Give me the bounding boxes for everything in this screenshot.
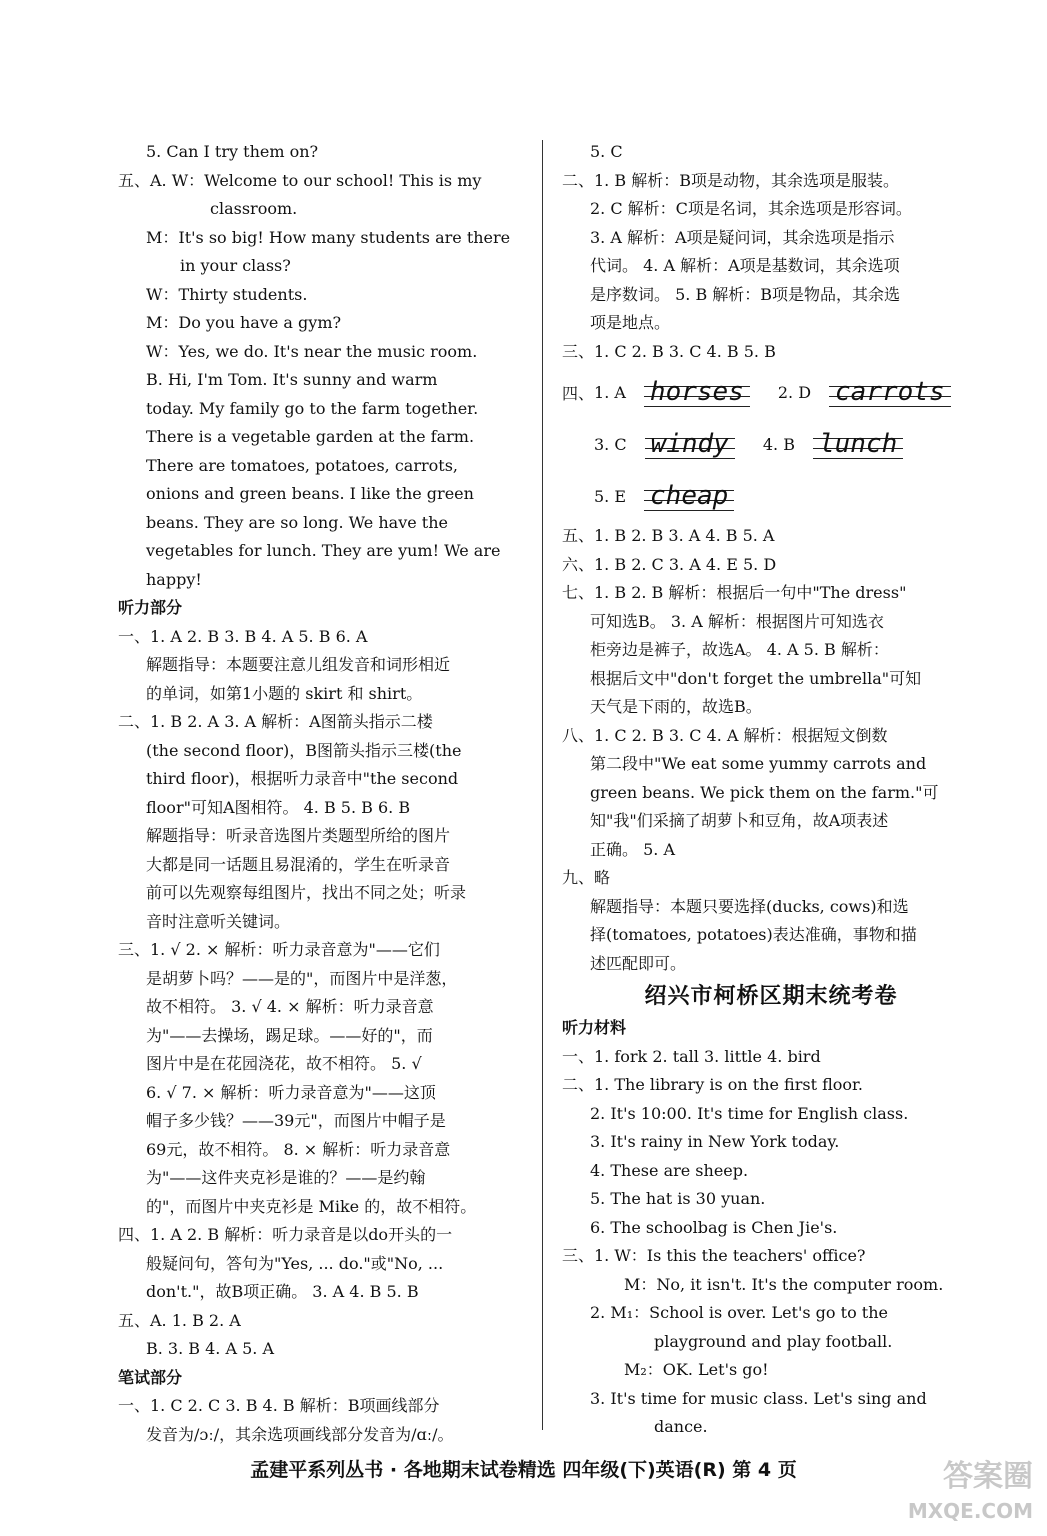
left-line: 为"——去操场，踢足球。——好的"，而 [146, 1025, 433, 1045]
left-line: 一、1. C 2. C 3. B 4. B 解析：B项画线部分 [118, 1396, 440, 1415]
right_bottom-line: 二、1. The library is on the first floor. [562, 1075, 864, 1094]
left-line: 是胡萝卜吗？——是的"，而图片中是洋葱， [146, 968, 458, 988]
left-line: 五、A. 1. B 2. A [118, 1310, 241, 1330]
left-line: 三、1. √ 2. × 解析：听力录音意为"——它们 [118, 940, 440, 959]
handwriting-row [562, 470, 980, 522]
right_mid-line: 述匹配即可。 [590, 953, 687, 973]
left-line: 音时注意听关键词。 [146, 911, 291, 931]
right_mid-line: green beans. We pick them on the farm."可 [590, 782, 939, 802]
right_bottom-line: 2. It's 10:00. It's time for English class. [590, 1103, 909, 1123]
answer-number: 4. B [762, 434, 795, 454]
left-line: in your class? [180, 256, 291, 275]
right_mid-line: 五、1. B 2. B 3. A 4. B 5. A [562, 526, 775, 545]
right_top-line: 项是地点。 [590, 313, 671, 332]
answer-number: 2. D [777, 382, 812, 402]
left-line: happy! [146, 569, 202, 589]
handwritten-word: windy [645, 429, 735, 459]
watermark-sub: MXQE.COM [907, 1499, 1033, 1523]
left-line: onions and green beans. I like the green [146, 484, 474, 503]
right_bottom-line: 3. It's rainy in New York today. [590, 1132, 840, 1151]
right_bottom-line: M₂：OK. Let's go! [624, 1360, 769, 1379]
right_bottom-line: 6. The schoolbag is Chen Jie's. [590, 1217, 838, 1237]
right_mid-line: 正确。 5. A [590, 839, 675, 859]
right_top-line: 代词。 4. A 解析：A项是基数词，其余选项 [590, 256, 900, 275]
right_bottom-line: 3. It's time for music class. Let's sing and [590, 1388, 927, 1408]
left-line: 大都是同一话题且易混淆的，学生在听录音 [146, 854, 451, 874]
handwritten-word: carrots [829, 377, 951, 407]
right-mid-answers [562, 522, 980, 978]
left-line: 笔试部分 [118, 1367, 183, 1387]
right_bottom-line: M：No, it isn't. It's the computer room. [624, 1274, 944, 1294]
answer-number: 5. E [594, 486, 627, 506]
handwritten-word: horses [644, 377, 750, 407]
left-line: W：Yes, we do. It's near the music room. [146, 341, 478, 361]
left-line: M：Do you have a gym? [146, 313, 342, 332]
left-line: 听力部分 [118, 598, 183, 617]
right_mid-line: 择(tomatoes, potatoes)表达准确，事物和描 [590, 925, 917, 944]
left-line: beans. They are so long. We have the [146, 512, 448, 532]
left-line: 解题指导：本题要注意儿组发音和词形相近 [146, 655, 451, 674]
left-line: W：Thirty students. [146, 284, 308, 304]
right_top-line: 5. C [590, 142, 623, 161]
right_bottom-line: 三、1. W：Is this the teachers' office? [562, 1246, 866, 1265]
left-line: 6. √ 7. × 解析：听力录音意为"——这顶 [146, 1082, 436, 1102]
right_mid-line: 解题指导：本题只要选择(ducks, cows)和选 [590, 896, 909, 916]
right_mid-line: 第二段中"We eat some yummy carrots and [590, 754, 927, 773]
answer-number: 3. C [594, 434, 627, 454]
right_mid-line: 天气是下雨的，故选B。 [590, 697, 762, 716]
right_top-line: 3. A 解析：A项是疑问词，其余选项是指示 [590, 227, 895, 247]
left-column [118, 138, 528, 1449]
listening-material [562, 1014, 980, 1442]
left-line: 解题指导：听录音选图片类题型所给的图片 [146, 826, 451, 845]
left-line: There is a vegetable garden at the farm. [146, 427, 475, 446]
section-title: 绍兴市柯桥区期末统考卷 [644, 983, 898, 1009]
left-line: 四、1. A 2. B 解析：听力录音是以do开头的一 [118, 1225, 453, 1244]
left-line: 五、A. W：Welcome to our school! This is my [118, 170, 482, 190]
right_top-line: 是序数词。 5. B 解析：B项是物品，其余选 [590, 284, 901, 304]
left-line: B. 3. B 4. A 5. A [146, 1339, 275, 1358]
right_bottom-line: playground and play football. [654, 1331, 893, 1351]
right_bottom-line: 4. These are sheep. [590, 1160, 749, 1180]
left-line: don't."，故B项正确。 3. A 4. B 5. B [146, 1282, 419, 1301]
left-line: third floor)，根据听力录音中"the second [146, 769, 459, 788]
right_bottom-line: dance. [654, 1417, 708, 1436]
left-line: M：It's so big! How many students are there [146, 227, 511, 247]
left-line: 为"——这件夹克衫是谁的？——是约翰 [146, 1168, 426, 1187]
watermark-main: 答案圈 [943, 1459, 1033, 1494]
left-line: 前可以先观察每组图片，找出不同之处；听录 [146, 883, 467, 902]
right_bottom-line: 5. The hat is 30 yuan. [590, 1189, 766, 1208]
left-line: 发音为/ɔː/，其余选项画线部分发音为/ɑː/。 [146, 1424, 454, 1444]
left-line: floor"可知A图相符。 4. B 5. B 6. B [146, 797, 411, 817]
right_mid-line: 八、1. C 2. B 3. C 4. A 解析：根据短文倒数 [562, 725, 888, 745]
handwritten-word: cheap [644, 481, 734, 511]
left-line: 5. Can I try them on? [146, 142, 319, 161]
left-line: 的单词，如第1小题的 skirt 和 shirt。 [146, 683, 423, 703]
left-line: 的"，而图片中夹克衫是 Mike 的，故不相符。 [146, 1196, 477, 1216]
left-line: 二、1. B 2. A 3. A 解析：A图箭头指示二楼 [118, 712, 433, 731]
right_mid-line: 七、1. B 2. B 解析：根据后一句中"The dress" [562, 583, 907, 602]
handwritten-word: lunch [813, 429, 903, 459]
right_mid-line: 知"我"们采摘了胡萝卜和豆角，故A项表述 [590, 811, 889, 830]
left-line: 69元，故不相符。 8. × 解析：听力录音意 [146, 1139, 451, 1159]
right_bottom-line: 一、1. fork 2. tall 3. little 4. bird [562, 1046, 821, 1066]
left-line: 般疑问句，答句为"Yes, ... do."或"No, ... [146, 1253, 444, 1273]
left-line: There are tomatoes, potatoes, carrots, [146, 455, 458, 475]
left-line: B. Hi, I'm Tom. It's sunny and warm [146, 370, 438, 389]
left-line: classroom. [210, 199, 298, 218]
right_mid-line: 六、1. B 2. C 3. A 4. E 5. D [562, 554, 777, 574]
right_top-line: 二、1. B 解析：B项是动物，其余选项是服装。 [562, 170, 899, 190]
column-divider [542, 140, 543, 1430]
left-line: 一、1. A 2. B 3. B 4. A 5. B 6. A [118, 626, 368, 646]
right_top-line: 三、1. C 2. B 3. C 4. B 5. B [562, 341, 776, 361]
right_bottom-line: 听力材料 [562, 1018, 627, 1037]
handwriting-row [562, 366, 980, 418]
page-footer: 孟建平系列丛书 · 各地期末试卷精选 四年级(下)英语(R) 第 4 页 [250, 1459, 797, 1481]
answer-number: 1. A [594, 382, 626, 402]
right-column [562, 138, 980, 1442]
handwriting-row [562, 418, 980, 470]
right_top-line: 2. C 解析：C项是名词，其余选项是形容词。 [590, 199, 912, 218]
left-line: vegetables for lunch. They are yum! We are [146, 541, 501, 560]
right_bottom-line: 2. M₁：School is over. Let's go to the [590, 1303, 888, 1322]
right_mid-line: 九、略 [562, 868, 611, 887]
right_mid-line: 柜旁边是裤子，故选A。 4. A 5. B 解析： [590, 640, 889, 659]
right_mid-line: 根据后文中"don't forget the umbrella"可知 [590, 668, 922, 688]
right_mid-line: 可知选B。 3. A 解析：根据图片可知选衣 [590, 611, 884, 631]
left-line: 帽子多少钱？——39元"，而图片中帽子是 [146, 1111, 446, 1130]
section-4-handwriting [562, 366, 980, 522]
right-top-answers [562, 138, 980, 366]
left-line: today. My family go to the farm together. [146, 398, 479, 418]
left-line: 故不相符。 3. √ 4. × 解析：听力录音意 [146, 997, 434, 1016]
section-4-label: 四、 [562, 383, 595, 403]
left-line: 图片中是在花园浇花，故不相符。 5. √ [146, 1054, 422, 1073]
watermark [908, 1460, 1033, 1528]
left-line: (the second floor)，B图箭头指示三楼(the [146, 740, 462, 760]
